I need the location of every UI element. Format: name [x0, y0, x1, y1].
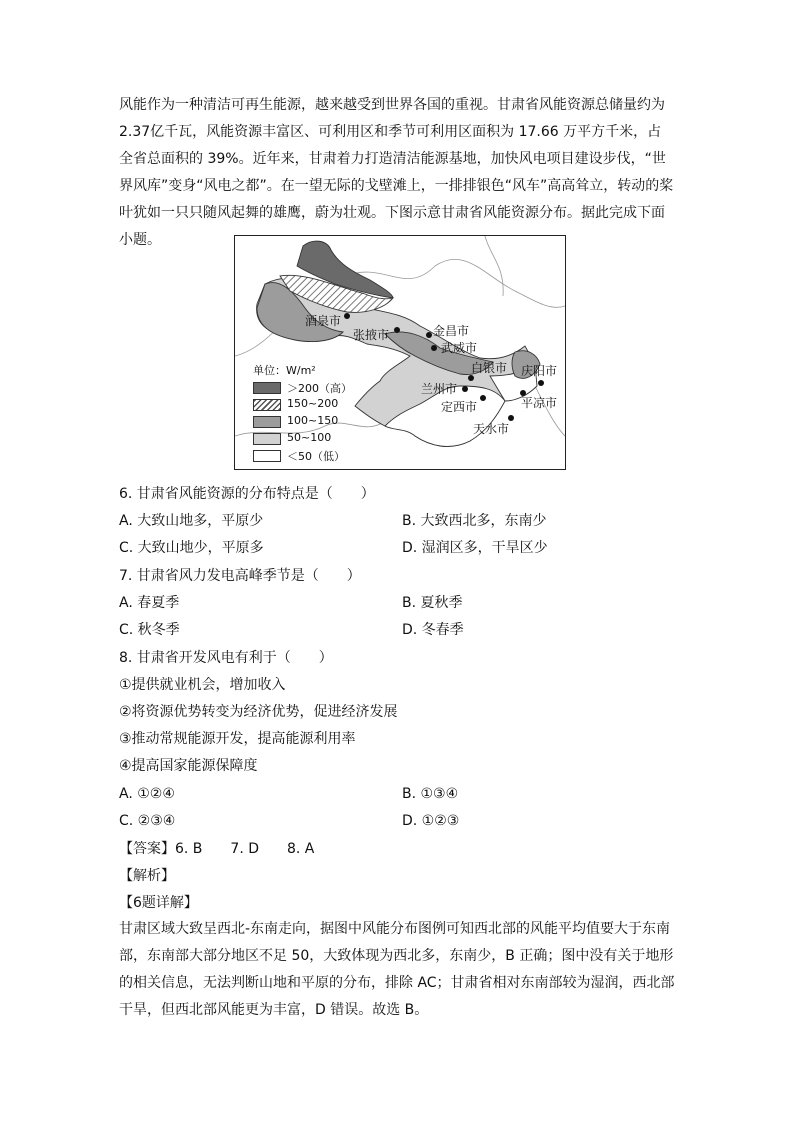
- wuwei-dot: [431, 345, 437, 351]
- legend-swatch: [253, 450, 281, 462]
- legend-swatch: [253, 433, 281, 445]
- legend-label: ＜50（低）: [287, 450, 345, 463]
- jiuquan-dot: [344, 313, 350, 319]
- q8-option-b: B. ①③④: [402, 786, 459, 802]
- city-label-dingxi: 定西市: [441, 400, 478, 414]
- zhangye-dot: [394, 327, 400, 333]
- q8-option-d: D. ①②③: [402, 813, 460, 829]
- analysis-tag: 【解析】: [119, 868, 175, 884]
- q7-stem: 7. 甘肃省风力发电高峰季节是（ ）: [119, 568, 361, 584]
- city-label-qingyang: 庆阳市: [521, 364, 558, 378]
- legend-swatch: [253, 399, 281, 411]
- q8-option-a: A. ①②④: [119, 786, 175, 802]
- legend-label: 50~100: [287, 431, 332, 444]
- city-label-lanzhou: 兰州市: [421, 382, 458, 396]
- baiyin-dot: [468, 375, 474, 381]
- jinchang-dot: [426, 332, 432, 338]
- q8-statement-4: ④提高国家能源保障度: [119, 758, 258, 774]
- legend-label: 150~200: [287, 397, 339, 410]
- city-label-pingliang: 平凉市: [521, 396, 558, 410]
- q6-option-d: D. 湿润区多，干旱区少: [402, 540, 548, 556]
- legend-label: ＞200（高）: [287, 382, 352, 395]
- q6-stem: 6. 甘肃省风能资源的分布特点是（ ）: [119, 486, 375, 502]
- q6-option-c: C. 大致山地少，平原多: [119, 540, 264, 556]
- q6-option-a: A. 大致山地多，平原少: [119, 513, 264, 529]
- legend-label: 100~150: [287, 414, 339, 427]
- legend-unit: 单位：W/m²: [253, 364, 316, 377]
- tianshui-dot: [508, 415, 514, 421]
- city-label-wuwei: 武威市: [441, 341, 478, 355]
- city-label-jinchang: 金昌市: [433, 324, 470, 338]
- dingxi-dot: [480, 395, 486, 401]
- city-label-zhangye: 张掖市: [353, 328, 390, 342]
- q7-option-d: D. 冬春季: [402, 622, 464, 638]
- q8-statement-3: ③推动常规能源开发，提高能源利用率: [119, 731, 356, 747]
- q6-analysis-tag: 【6题详解】: [119, 895, 198, 911]
- q8-statement-2: ②将资源优势转变为经济优势，促进经济发展: [119, 704, 398, 720]
- q7-option-c: C. 秋冬季: [119, 622, 180, 638]
- answer-line: [119, 839, 314, 859]
- city-label-tianshui: 天水市: [473, 422, 510, 436]
- qingyang-dot: [538, 380, 544, 386]
- wind-resource-map: [234, 235, 566, 470]
- legend-swatch: [253, 382, 281, 394]
- q6-analysis-text: 甘肃区域大致呈西北-东南走向，据图中风能分布图例可知西北部的风能平均值要大于东南部，东南部大部分地区不足 50，大致体现为西北多，东南少，B 正确；图中没有关于地形的相关信息，无法判断山地和平原的分布，排除 AC；甘肃省相对东南部较为湿润，西北部干旱，但西北部风能更为丰富，D 错误。故选 B。: [119, 921, 675, 1018]
- q7-option-b: B. 夏秋季: [402, 595, 463, 611]
- q6-option-b: B. 大致西北多，东南少: [402, 513, 547, 529]
- q8-option-c: C. ②③④: [119, 813, 176, 829]
- lanzhou-dot: [462, 386, 468, 392]
- q7-option-a: A. 春夏季: [119, 595, 180, 611]
- city-label-jiuquan: 酒泉市: [305, 314, 342, 328]
- q8-stem: 8. 甘肃省开发风电有利于（ ）: [119, 650, 333, 666]
- answer-values: 6. B 7. D 8. A: [175, 841, 315, 857]
- answer-tag: 【答案】: [119, 841, 175, 857]
- map-graphic: [235, 236, 565, 469]
- intro-paragraph: 风能作为一种清洁可再生能源，越来越受到世界各国的重视。甘肃省风能资源总储量约为2.37亿千瓦，风能资源丰富区、可利用区和季节可利用区面积为 17.66 万平方千米，占全省总面积的 39%。近年来，甘肃着力打造清洁能源基地，加快风电项目建设步伐，“世界风库”变身“风电之都”。在一望无际的戈壁滩上，一排排银色“风车”高高耸立，转动的桨叶犹如一只只随风起舞的雄鹰，蔚为壮观。下图示意甘肃省风能资源分布。据此完成下面小题。: [119, 97, 674, 248]
- q8-statement-1: ①提供就业机会，增加收入: [119, 677, 286, 693]
- legend-swatch: [253, 416, 281, 428]
- city-label-baiyin: 白银市: [471, 361, 508, 375]
